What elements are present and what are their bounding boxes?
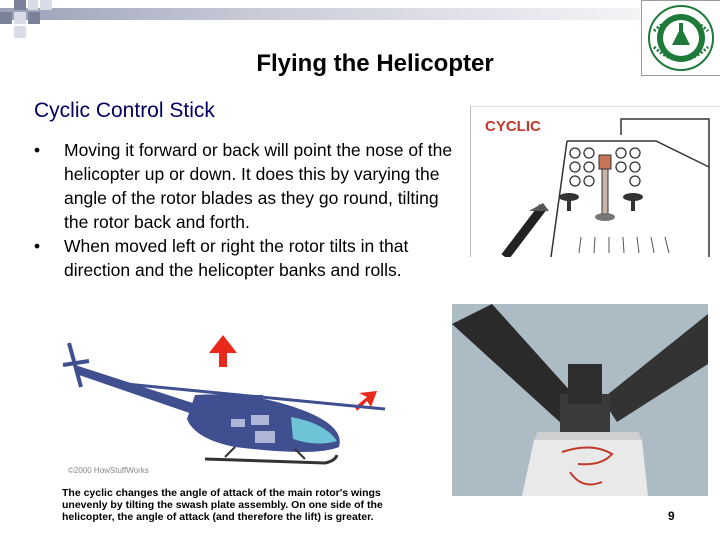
page-number: 9 <box>668 509 675 523</box>
helicopter-caption: The cyclic changes the angle of attack of the main rotor's wings unevenly by tilting the swash plate assembly. On one side of the helicopter, the angle of attack (and therefore the lift) is greater. <box>62 487 383 523</box>
bullet-dot-icon: • <box>34 140 41 160</box>
image-credit: ©2000 HowStuffWorks <box>68 466 149 475</box>
slide-subtitle: Cyclic Control Stick <box>34 99 215 122</box>
corner-squares-decoration <box>0 0 60 40</box>
up-arrow-icon <box>209 335 237 367</box>
university-logo <box>641 0 720 76</box>
slide-title: Flying the Helicopter <box>256 50 494 77</box>
bullet-dot-icon: • <box>34 236 41 256</box>
bullet-text: Moving it forward or back will point the nose of the helicopter up or down. It does this by varying the angle of the rotor blades as they go round, tilting the rotor back and forth. <box>64 140 453 232</box>
cyclic-cockpit-illustration <box>470 106 719 257</box>
bullet-item <box>30 234 455 282</box>
helicopter-illustration <box>55 335 395 485</box>
bullet-item <box>30 138 455 234</box>
bullet-text: When moved left or right the rotor tilts in that direction and the helicopter banks and rolls. <box>64 236 409 280</box>
header-gradient-band <box>0 8 640 20</box>
cyclic-label: CYCLIC <box>485 118 541 135</box>
bullet-list <box>30 138 455 282</box>
rotor-head-photo <box>452 304 708 496</box>
